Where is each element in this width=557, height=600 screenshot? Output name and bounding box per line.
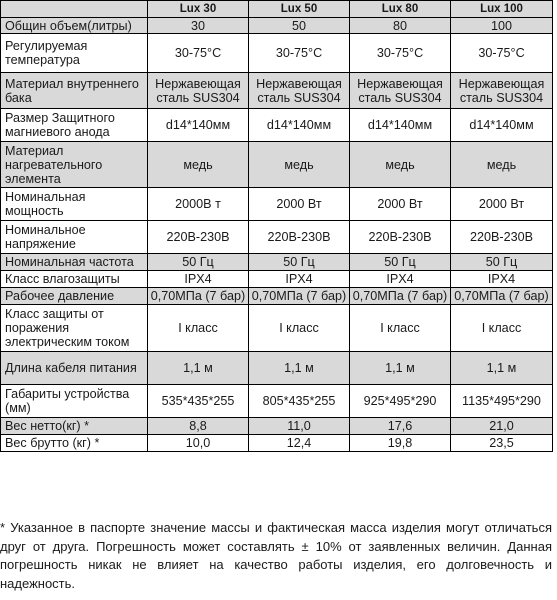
row-value: 100 <box>451 18 553 34</box>
row-value: 10,0 <box>148 435 249 452</box>
header-model: Lux 30 <box>148 1 249 18</box>
row-value: d14*140мм <box>350 109 451 142</box>
row-value: I класс <box>350 305 451 352</box>
table-row <box>1 435 553 452</box>
row-value: 50 Гц <box>249 254 350 271</box>
table-row <box>1 18 553 34</box>
row-value: 50 Гц <box>148 254 249 271</box>
row-value: 80 <box>350 18 451 34</box>
row-value: медь <box>350 142 451 188</box>
row-label: Номинальная частота <box>1 254 148 271</box>
table-row <box>1 352 553 385</box>
table-row <box>1 418 553 435</box>
row-value: 0,70МПа (7 бар) <box>350 288 451 305</box>
row-value: 30-75°C <box>148 34 249 73</box>
row-value: Нержавеющая сталь SUS304 <box>451 73 553 109</box>
table-row <box>1 221 553 254</box>
footnote: * Указанное в паспорте значение массы и фактическая масса изделия могут отличаться друг от друга. Погрешность может составлять ± 10% от заявленных величин. Данная погрешность никак не влияет на качество работы изделия, его долговечность и надежность. <box>0 520 552 591</box>
row-value: 805*435*255 <box>249 385 350 418</box>
header-model: Lux 50 <box>249 1 350 18</box>
row-value: 8,8 <box>148 418 249 435</box>
row-value: 0,70МПа (7 бар) <box>451 288 553 305</box>
row-value: 21,0 <box>451 418 553 435</box>
row-label: Материал внутреннего бака <box>1 73 148 109</box>
row-value: 50 Гц <box>451 254 553 271</box>
row-value: 2000 Вт <box>249 188 350 221</box>
row-value: 1,1 м <box>451 352 553 385</box>
row-value: I класс <box>451 305 553 352</box>
table-row <box>1 188 553 221</box>
row-label: Номинальное напряжение <box>1 221 148 254</box>
row-value: 220В-230В <box>350 221 451 254</box>
row-value: 50 <box>249 18 350 34</box>
row-value: 2000 Вт <box>350 188 451 221</box>
header-corner <box>1 1 148 18</box>
row-label: Размер Защитного магниевого анода <box>1 109 148 142</box>
table-row <box>1 142 553 188</box>
row-value: I класс <box>249 305 350 352</box>
row-label: Рабочее давление <box>1 288 148 305</box>
row-label: Регулируемая температура <box>1 34 148 73</box>
row-value: 0,70МПа (7 бар) <box>148 288 249 305</box>
row-label: Общин объем(литры) <box>1 18 148 34</box>
row-value: 2000В т <box>148 188 249 221</box>
row-value: IPX4 <box>451 271 553 288</box>
row-label: Длина кабеля питания <box>1 352 148 385</box>
row-label: Номинальная мощность <box>1 188 148 221</box>
header-model: Lux 80 <box>350 1 451 18</box>
row-value: IPX4 <box>350 271 451 288</box>
spec-table-body <box>1 18 553 452</box>
row-value: d14*140мм <box>249 109 350 142</box>
row-value: 1,1 м <box>148 352 249 385</box>
row-value: 17,6 <box>350 418 451 435</box>
row-value: 50 Гц <box>350 254 451 271</box>
row-value: 2000 Вт <box>451 188 553 221</box>
table-row <box>1 109 553 142</box>
row-value: 925*495*290 <box>350 385 451 418</box>
row-value: 220В-230В <box>148 221 249 254</box>
row-value: 1135*495*290 <box>451 385 553 418</box>
row-value: 220В-230В <box>451 221 553 254</box>
row-label: Материал нагревательного элемента <box>1 142 148 188</box>
row-value: IPX4 <box>148 271 249 288</box>
row-value: IPX4 <box>249 271 350 288</box>
row-value: 1,1 м <box>249 352 350 385</box>
row-value: 220В-230В <box>249 221 350 254</box>
row-value: 30-75°C <box>350 34 451 73</box>
table-row <box>1 271 553 288</box>
row-value: Нержавеющая сталь SUS304 <box>350 73 451 109</box>
row-label: Класс влагозащиты <box>1 271 148 288</box>
row-value: d14*140мм <box>451 109 553 142</box>
row-value: 23,5 <box>451 435 553 452</box>
row-value: 30 <box>148 18 249 34</box>
header-row <box>1 1 553 18</box>
row-value: медь <box>148 142 249 188</box>
table-row <box>1 34 553 73</box>
table-row <box>1 305 553 352</box>
row-value: 30-75°C <box>249 34 350 73</box>
table-row <box>1 73 553 109</box>
row-value: 1,1 м <box>350 352 451 385</box>
row-value: Нержавеющая сталь SUS304 <box>148 73 249 109</box>
row-value: d14*140мм <box>148 109 249 142</box>
row-value: 12,4 <box>249 435 350 452</box>
table-row <box>1 254 553 271</box>
row-value: 0,70МПа (7 бар) <box>249 288 350 305</box>
row-value: медь <box>249 142 350 188</box>
row-value: I класс <box>148 305 249 352</box>
table-row <box>1 385 553 418</box>
table-row <box>1 288 553 305</box>
row-label: Габариты устройства (мм) <box>1 385 148 418</box>
row-value: Нержавеющая сталь SUS304 <box>249 73 350 109</box>
row-label: Вес нетто(кг) * <box>1 418 148 435</box>
row-value: 30-75°C <box>451 34 553 73</box>
row-value: 535*435*255 <box>148 385 249 418</box>
row-value: 19,8 <box>350 435 451 452</box>
header-model: Lux 100 <box>451 1 553 18</box>
row-value: медь <box>451 142 553 188</box>
row-label: Вес брутто (кг) * <box>1 435 148 452</box>
row-value: 11,0 <box>249 418 350 435</box>
row-label: Класс защиты от поражения электрическим током <box>1 305 148 352</box>
